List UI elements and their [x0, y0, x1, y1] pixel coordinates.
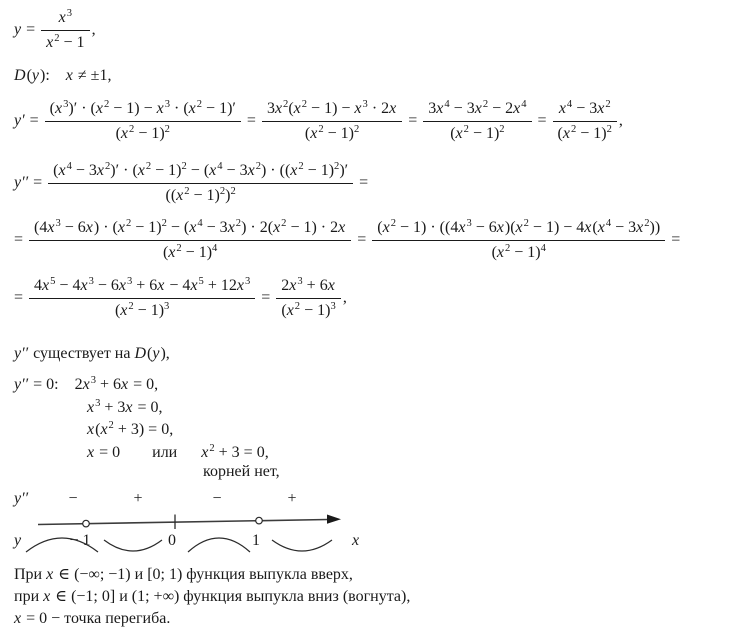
x-axis-label: x	[352, 532, 360, 549]
open-point-one	[256, 517, 263, 524]
fraction-numerator: $(x^2 - 1) \cdot ((4x^3 - 6x)(x^2 - 1) - 4x(x^4 - 3x^2))$	[377, 218, 661, 236]
equation-second-derivative-simplification	[14, 218, 680, 262]
number-line	[38, 520, 328, 525]
math-text: =	[667, 230, 681, 248]
math-text: ,	[342, 288, 347, 306]
conclusion-convex-down	[14, 587, 410, 607]
fraction-bar	[41, 30, 89, 31]
fraction	[48, 161, 353, 205]
equation-second-derivative-zero	[14, 375, 158, 395]
fraction	[372, 218, 665, 262]
math-text: =	[353, 230, 371, 248]
fraction-bar	[29, 240, 351, 241]
fraction-denominator: $((x^2 - 1)^2)^2$	[165, 185, 236, 204]
math-text: ,	[91, 20, 96, 38]
equation-second-derivative-result	[14, 276, 347, 320]
fraction-bar	[45, 121, 241, 122]
fraction-denominator: $(x^2 - 1)^3$	[114, 300, 170, 319]
sign-plus-interval-2: +	[133, 490, 143, 507]
equation-factored	[87, 420, 173, 440]
fraction	[423, 99, 531, 143]
math-text: y′′ = 0: $2x^3 + 6x = 0$,	[14, 375, 159, 393]
math-text: $x(x^2 + 3) = 0$,	[87, 420, 174, 438]
sign-diagram	[0, 485, 400, 560]
math-text: =	[257, 288, 275, 306]
convex-down-arc-1	[104, 540, 162, 551]
equation-first-derivative	[14, 99, 623, 143]
fraction-denominator: $(x^2 - 1)^4$	[162, 242, 218, 261]
fraction-denominator: $(x^2 - 1)^2$	[450, 123, 505, 142]
conclusion-convex-up	[14, 565, 353, 585]
math-text: y =	[14, 20, 40, 38]
text-no-roots	[203, 462, 280, 482]
sign-minus-interval-3: −	[212, 490, 222, 507]
equation-root-cases	[87, 443, 269, 463]
fraction-bar	[29, 298, 255, 299]
fraction-denominator: $(x^2 - 1)^2$	[557, 123, 612, 142]
equation-function-definition	[14, 8, 96, 52]
math-text: =	[14, 288, 28, 306]
math-text: =	[14, 230, 28, 248]
convex-down-arc-2	[272, 540, 332, 551]
fraction-numerator: $x^3$	[58, 8, 73, 26]
math-text: $x^3 + 3x = 0$,	[87, 398, 163, 416]
point-label-zero: 0	[168, 532, 176, 549]
equation-cubic-simplified	[87, 398, 163, 418]
point-label-one: 1	[252, 532, 260, 549]
fraction-numerator: $4x^5 - 4x^3 - 6x^3 + 6x - 4x^5 + 12x^3$	[34, 276, 251, 294]
fraction	[41, 8, 89, 52]
math-text: y′′ существует на D(y),	[14, 345, 170, 362]
equation-domain	[14, 66, 111, 86]
sign-plus-interval-4: +	[287, 490, 297, 507]
sign-minus-interval-1: −	[68, 490, 78, 507]
equation-second-derivative-expansion	[14, 161, 368, 205]
function-label: y	[14, 532, 22, 549]
math-text: корней нет,	[203, 463, 280, 480]
fraction-bar	[372, 240, 665, 241]
number-line-arrow	[327, 515, 341, 524]
fraction-numerator: $(4x^3 - 6x) \cdot (x^2 - 1)^2 - (x^4 - 3x^2) \cdot 2(x^2 - 1) \cdot 2x$	[34, 218, 346, 236]
fraction	[29, 276, 255, 320]
fraction-numerator: $3x^4 - 3x^2 - 2x^4$	[428, 99, 527, 117]
math-text: =	[242, 111, 260, 129]
math-text: =	[404, 111, 422, 129]
second-derivative-label: y′′	[14, 490, 29, 507]
fraction	[29, 218, 351, 262]
fraction	[276, 276, 341, 320]
fraction	[553, 99, 617, 143]
fraction-bar	[48, 183, 353, 184]
math-text: x = 0 или $x^2 + 3 = 0$,	[87, 443, 269, 461]
convex-up-arc-2	[188, 538, 250, 552]
math-text: ,	[618, 111, 623, 129]
fraction-denominator: $(x^2 - 1)^2$	[304, 123, 360, 142]
fraction-numerator: $3x^2(x^2 - 1) - x^3 \cdot 2x$	[266, 99, 397, 117]
math-text: y′′ =	[14, 173, 47, 191]
math-text: при x ∈ (−1; 0] и (1; +∞) функция выпукла вниз (вогнута),	[14, 588, 411, 605]
text-second-derivative-existence	[14, 344, 170, 364]
math-text: При x ∈ (−∞; −1) и [0; 1) функция выпукла вверх,	[14, 566, 353, 583]
math-text: x = 0 − точка перегиба.	[14, 610, 171, 627]
math-text: =	[355, 173, 369, 191]
fraction-bar	[276, 298, 341, 299]
fraction-bar	[553, 121, 617, 122]
fraction	[45, 99, 241, 143]
fraction-bar	[262, 121, 402, 122]
fraction	[262, 99, 402, 143]
fraction-numerator: $x^4 - 3x^2$	[558, 99, 611, 117]
fraction-denominator: $(x^2 - 1)^3$	[281, 300, 336, 319]
math-text: y′ =	[14, 111, 43, 129]
point-label-minus-one: − 1	[69, 532, 91, 549]
fraction-numerator: $(x^4 - 3x^2)' \cdot (x^2 - 1)^2 - (x^4 - 3x^2) \cdot ((x^2 - 1)^2)'$	[53, 161, 349, 179]
fraction-numerator: $2x^3 + 6x$	[281, 276, 335, 294]
math-text: =	[533, 111, 551, 129]
open-point-minus-one	[83, 520, 90, 527]
fraction-denominator: $(x^2 - 1)^4$	[491, 242, 546, 261]
math-text: D(y): x ≠ ±1,	[14, 67, 112, 84]
fraction-numerator: $(x^3)' \cdot (x^2 - 1) - x^3 \cdot (x^2 - 1)'$	[49, 99, 236, 117]
fraction-denominator: $x^2 - 1$	[46, 32, 85, 51]
conclusion-inflection-point	[14, 609, 170, 629]
fraction-denominator: $(x^2 - 1)^2$	[115, 123, 170, 142]
fraction-bar	[423, 121, 531, 122]
